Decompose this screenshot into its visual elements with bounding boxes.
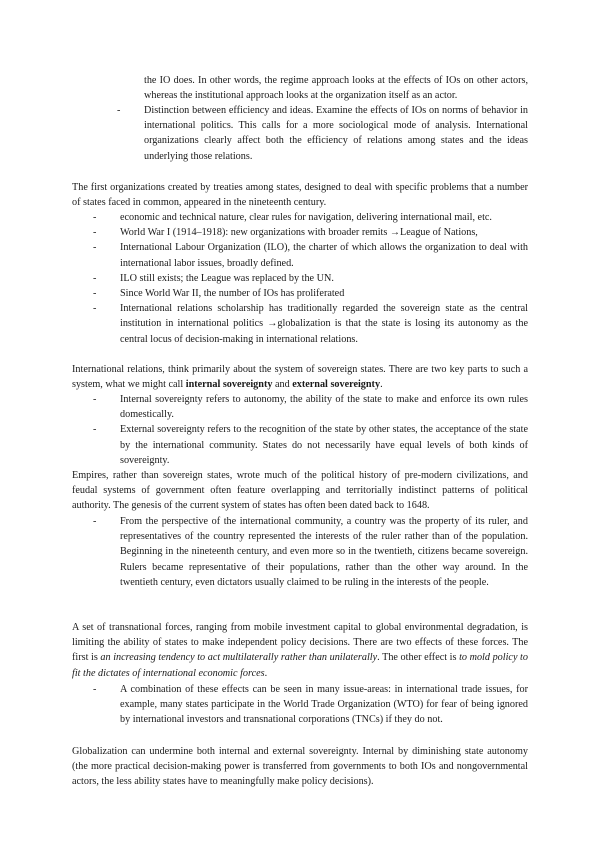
list-item: - A combination of these effects can be seen in many issue-areas: in international trade issues, for example, many states participate in the World Trade Organization (WTO) for fear of being ignored by international investors and transnational corporations (TNCs) if they do not. — [93, 684, 528, 726]
section2-list — [72, 392, 528, 468]
list-item: - World War I (1914–1918): new organizations with broader remits →League of Nations, — [93, 227, 478, 239]
list-item: - International relations scholarship has traditionally regarded the sovereign state as the central institution in international politics →globalization is that the state is losing its autonomy as the central locus of decision-making in international relations. — [93, 303, 528, 345]
section1-list — [72, 210, 528, 347]
list-item: - Since World War II, the number of IOs has proliferated — [93, 288, 345, 300]
list-item: - Internal sovereignty refers to autonomy, the ability of the state to make and enforce its own rules domestically. — [93, 394, 528, 421]
section2-paragraph: International relations, think primarily about the system of sovereign states. There are two key parts to such a system, what we might call internal sovereignty and external sovereignty. — [72, 364, 528, 391]
intro-continuation: the IO does. In other words, the regime approach looks at the effects of IOs on other actors, whereas the institutional approach looks at the organization itself as an actor. — [144, 75, 528, 102]
list-item: - Distinction between efficiency and ideas. Examine the effects of IOs on norms of behavior in international politics. This calls for a more sociological mode of analysis. International organizations clearly affect both the efficiency of relations among states and the ideas underlying those relations. — [117, 105, 528, 162]
term-external-sovereignty: external sovereignty — [292, 379, 381, 391]
section3-paragraph: A set of transnational forces, ranging from mobile investment capital to global environmental degradation, is limiting the ability of states to make independent policy decisions. There are two effects of these forces. The first is an increasing tendency to act multilaterally rather than unilaterally. The other effect is to mold policy to fit the dictates of international economic forces. — [72, 622, 528, 679]
section3-paragraph-2: Globalization can undermine both internal and external sovereignty. Internal by diminishing state autonomy (the more practical decision-making power is transferred from governments to both IOs and nongovernmental actors, the less ability states have to meaningfully make policy decisions). — [72, 746, 528, 788]
section2-list-2 — [72, 514, 528, 590]
list-item: - External sovereignty refers to the recognition of the state by other states, the acceptance of the state by the international community. States do not necessarily have equal levels of both kinds of sovereignty. — [93, 424, 528, 466]
section2-paragraph-2: Empires, rather than sovereign states, wrote much of the political history of pre-modern civilizations, and feudal systems of government often feature overlapping and territorially indistinct patterns of political authority. The genesis of the current system of states has often been dated back to 1648. — [72, 470, 528, 512]
list-item: - economic and technical nature, clear rules for navigation, delivering international mail, etc. — [93, 212, 492, 223]
italic-multilateral: an increasing tendency to act multilaterally rather than unilaterally — [100, 652, 378, 664]
italic-mold-policy: to mold policy to fit the dictates of international economic forces — [72, 652, 528, 679]
list-item: - From the perspective of the international community, a country was the property of its ruler, and representatives of the country represented the interests of the ruler rather than of the population. Beginning in the nineteenth century, and even more so in the twentieth, citizens became sovereign. Rulers became representative of their populations, rather than the other way around. In the twentieth century, even dictators usually claimed to be ruling in the interests of the people. — [93, 516, 528, 588]
intro-list — [96, 103, 528, 164]
section3-list — [72, 682, 528, 728]
list-item: - ILO still exists; the League was replaced by the UN. — [93, 272, 334, 284]
list-item: - International Labour Organization (ILO), the charter of which allows the organization to deal with international labor issues, broadly defined. — [93, 242, 528, 269]
term-internal-sovereignty: internal sovereignty — [185, 379, 273, 391]
section1-paragraph: The first organizations created by treaties among states, designed to deal with specific problems that a number of states faced in common, appeared in the nineteenth century. — [72, 182, 528, 209]
